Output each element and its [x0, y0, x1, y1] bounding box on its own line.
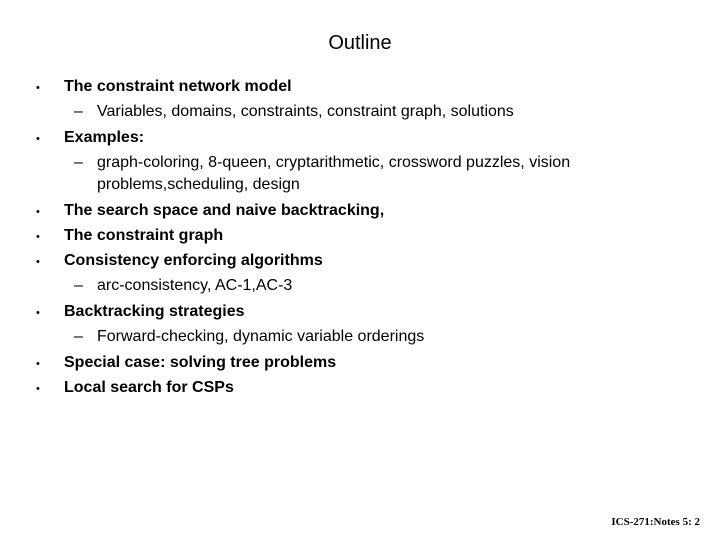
dash-icon: –: [74, 103, 83, 120]
bullet-icon: •: [36, 231, 40, 243]
bullet-icon: •: [36, 256, 40, 268]
outline-subitem-label: Forward-checking, dynamic variable orderings: [97, 328, 425, 345]
outline-item: [0, 301, 720, 326]
outline-item-label: The search space and naive backtracking,: [64, 202, 385, 219]
outline-item-label: Examples:: [64, 129, 145, 146]
outline-subitem-label: arc-consistency, AC-1,AC-3: [97, 277, 293, 294]
outline-item-label: Backtracking strategies: [64, 303, 245, 320]
outline-item: [0, 225, 720, 250]
bullet-icon: •: [36, 206, 40, 218]
outline-item-label: Consistency enforcing algorithms: [64, 252, 323, 269]
outline-subitem-label: Variables, domains, constraints, constraint graph, solutions: [97, 103, 514, 120]
slide-title: Outline: [328, 32, 392, 54]
outline-subitem: [0, 326, 720, 352]
outline-subitem: [0, 275, 720, 301]
outline-subitem: [0, 101, 720, 127]
outline-item: [0, 377, 720, 402]
outline-item-label: The constraint graph: [64, 227, 224, 244]
slide-footer: ICS-271:Notes 5: 2: [611, 516, 700, 528]
outline-item-label: The constraint network model: [64, 78, 292, 95]
outline-item: [0, 127, 720, 152]
outline-subitem: [0, 152, 720, 200]
dash-icon: –: [74, 328, 83, 345]
outline-item-label: Special case: solving tree problems: [64, 354, 337, 371]
bullet-icon: •: [36, 358, 40, 370]
outline-subitem-label: graph-coloring, 8-queen, cryptarithmetic, crossword puzzles, vision problems,scheduling, design: [97, 154, 571, 193]
dash-icon: –: [74, 277, 83, 294]
outline-item-label: Local search for CSPs: [64, 379, 234, 396]
bullet-icon: •: [36, 307, 40, 319]
outline-item: [0, 352, 720, 377]
bullet-icon: •: [36, 82, 40, 94]
bullet-icon: •: [36, 133, 40, 145]
outline-item: [0, 250, 720, 275]
bullet-icon: •: [36, 383, 40, 395]
outline-item: [0, 200, 720, 225]
outline-list: [0, 76, 720, 402]
outline-item: [0, 76, 720, 101]
dash-icon: –: [74, 154, 83, 171]
